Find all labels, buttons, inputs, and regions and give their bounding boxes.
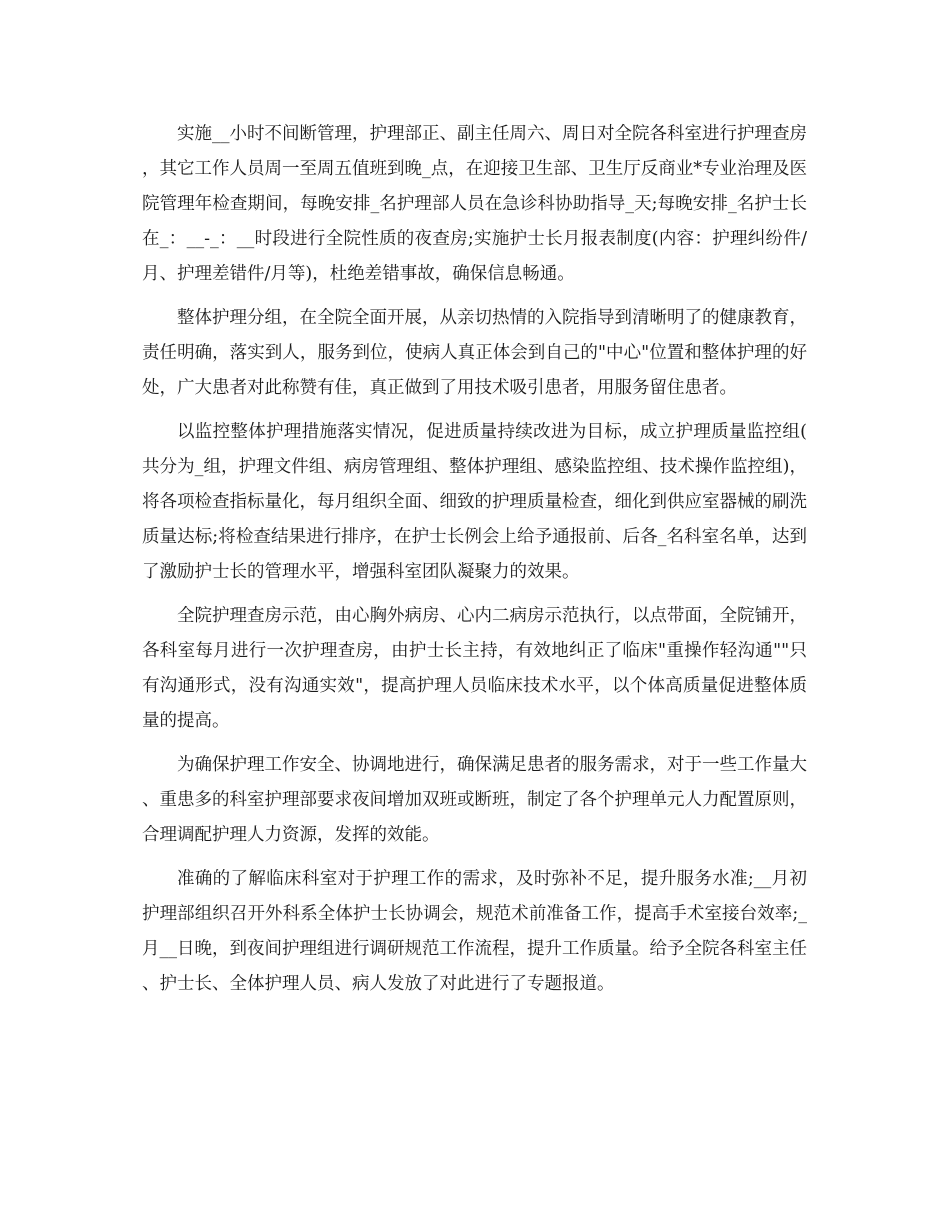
paragraph-2: 整体护理分组，在全院全面开展，从亲切热情的入院指导到清晰明了的健康教育，责任明确，落实到人，服务到位，使病人真正体会到自己的"中心"位置和整体护理的好处，广大患者对此称赞有佳，真正做到了用技术吸引患者，用服务留住患者。 bbox=[142, 308, 807, 398]
paragraph-6: 准确的了解临床科室对于护理工作的需求，及时弥补不足，提升服务水准;__月初护理部组织召开外科系全体护士长协调会，规范术前准备工作，提高手术室接台效率;_月__日晚，到夜间护理组进行调研规范工作流程，提升工作质量。给予全院各科室主任、护士长、全体护理人员、病人发放了对此进行了专题报道。 bbox=[142, 869, 807, 994]
paragraph-5: 为确保护理工作安全、协调地进行，确保满足患者的服务需求，对于一些工作量大、重患多的科室护理部要求夜间增加双班或断班，制定了各个护理单元人力配置原则，合理调配护理人力资源，发挥的效能。 bbox=[142, 755, 807, 845]
document-body bbox=[142, 117, 807, 1011]
paragraph-3: 以监控整体护理措施落实情况，促进质量持续改进为目标，成立护理质量监控组(共分为_组，护理文件组、病房管理组、整体护理组、感染监控组、技术操作监控组)，将各项检查指标量化，每月组织全面、细致的护理质量检查，细化到供应室器械的刷洗质量达标;将检查结果进行排序，在护士长例会上给予通报前、后各_名科室名单，达到了激励护士长的管理水平，增强科室团队凝聚力的效果。 bbox=[142, 422, 807, 582]
paragraph-4: 全院护理查房示范，由心胸外病房、心内二病房示范执行，以点带面，全院铺开，各科室每月进行一次护理查房，由护士长主持，有效地纠正了临床"重操作轻沟通""只有沟通形式，没有沟通实效"，提高护理人员临床技术水平，以个体高质量促进整体质量的提高。 bbox=[142, 606, 807, 731]
paragraph-1: 实施__小时不间断管理，护理部正、副主任周六、周日对全院各科室进行护理查房，其它工作人员周一至周五值班到晚_点，在迎接卫生部、卫生厅反商业*专业治理及医院管理年检查期间，每晚安排_名护理部人员在急诊科协助指导_天;每晚安排_名护士长在_：__-_：__时段进行全院性质的夜查房;实施护士长月报表制度(内容：护理纠纷件/月、护理差错件/月等)，杜绝差错事故，确保信息畅通。 bbox=[142, 124, 807, 284]
